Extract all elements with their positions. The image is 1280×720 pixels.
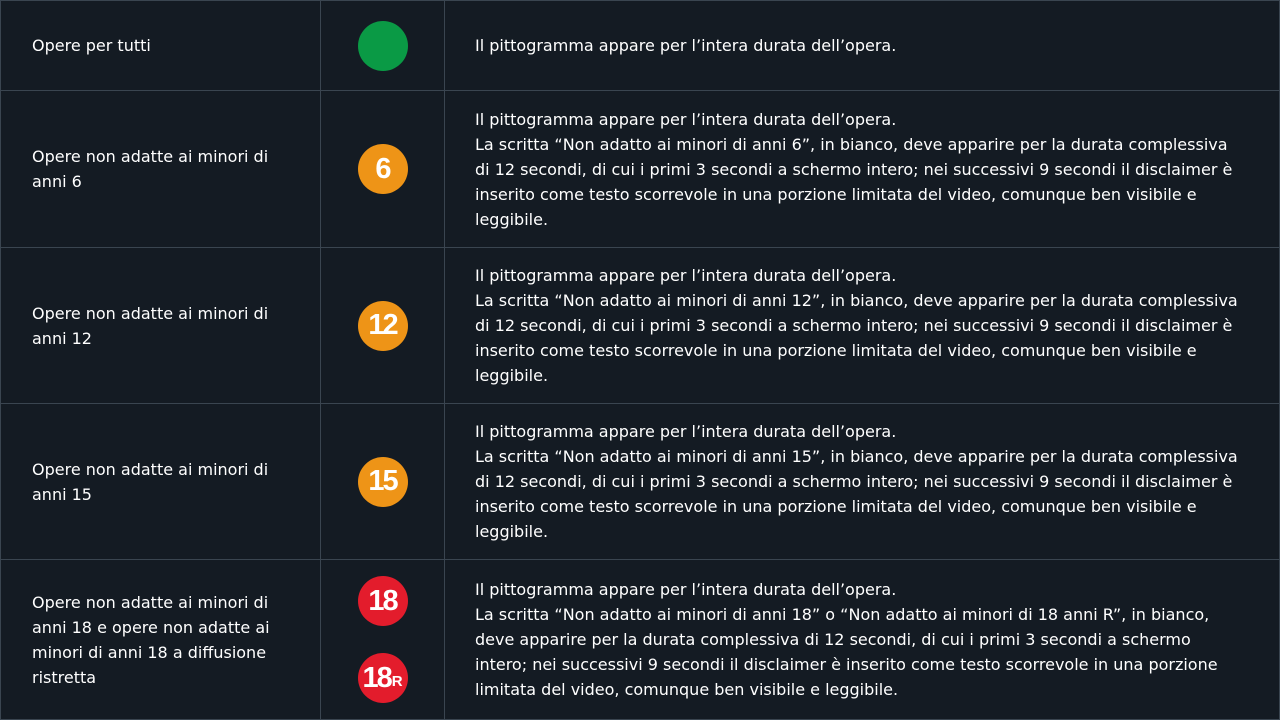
age-12-icon-text: 12 (368, 309, 397, 341)
age-6-icon-text: 6 (375, 152, 390, 185)
age-18r-icon-suffix: R (391, 672, 403, 690)
green-circle-icon (358, 21, 408, 71)
table-row (1, 248, 1279, 404)
description-cell (445, 91, 1279, 247)
age-18r-icon-text: 18 (362, 661, 391, 694)
pictogram-cell (321, 1, 445, 90)
description-cell (445, 1, 1279, 90)
table-row (1, 560, 1279, 719)
description-line: La scritta “Non adatto ai minori di anni 6”, in bianco, deve apparire per la durata complessiva di 12 secondi, di cui i primi 3 secondi a schermo intero; nei successivi 9 secondi il disclaimer è inserito come testo scorrevole in una porzione limitata del video, comunque ben visibile e leggibile. (475, 134, 1233, 229)
description-line: Il pittogramma appare per l’intera durata dell’opera. (475, 109, 897, 129)
description-line: La scritta “Non adatto ai minori di anni 15”, in bianco, deve apparire per la durata complessiva di 12 secondi, di cui i primi 3 secondi a schermo intero; nei successivi 9 secondi il disclaimer è inserito come testo scorrevole in una porzione limitata del video, comunque ben visibile e leggibile. (475, 447, 1238, 541)
description-line: La scritta “Non adatto ai minori di anni 12”, in bianco, deve apparire per la durata complessiva di 12 secondi, di cui i primi 3 secondi a schermo intero; nei successivi 9 secondi il disclaimer è inserito come testo scorrevole in una porzione limitata del video, comunque ben visibile e leggibile. (475, 291, 1238, 385)
age-18-icon-text: 18 (368, 584, 397, 617)
description-line: Il pittogramma appare per l’intera durata dell’opera. (475, 266, 897, 285)
category-label: Opere non adatte ai minori di anni 6 (1, 91, 321, 247)
category-label: Opere non adatte ai minori di anni 15 (1, 404, 321, 559)
age-15-icon-text: 15 (368, 465, 397, 497)
category-label: Opere non adatte ai minori di anni 18 e opere non adatte ai minori di anni 18 a diffusione ristretta (1, 560, 321, 719)
table-row (1, 1, 1279, 91)
age-15-icon (358, 457, 408, 507)
description-line: Il pittogramma appare per l’intera durata dell’opera. (475, 422, 897, 441)
description-cell (445, 248, 1279, 403)
category-label: Opere per tutti (1, 1, 321, 90)
description-line: Il pittogramma appare per l’intera durata dell’opera. (475, 580, 897, 599)
age-6-icon (358, 144, 408, 194)
description-line: La scritta “Non adatto ai minori di anni 18” o “Non adatto ai minori di 18 anni R”, in bianco, deve apparire per la durata complessiva di 12 secondi, di cui i primi 3 secondi a schermo intero; nei successivi 9 secondi il disclaimer è inserito come testo scorrevole in una porzione limitata del video, comunque ben visibile e leggibile. (475, 605, 1218, 699)
pictogram-cell (321, 404, 445, 559)
description-cell (445, 404, 1279, 559)
age-18r-icon (358, 653, 408, 703)
table-row (1, 91, 1279, 248)
category-label: Opere non adatte ai minori di anni 12 (1, 248, 321, 403)
pictogram-cell (321, 248, 445, 403)
description-line: Il pittogramma appare per l’intera durata dell’opera. (475, 36, 897, 55)
table-row (1, 404, 1279, 560)
pictogram-cell (321, 560, 445, 719)
age-18-icon (358, 576, 408, 626)
description-cell (445, 560, 1279, 719)
pictogram-cell (321, 91, 445, 247)
age-12-icon (358, 301, 408, 351)
